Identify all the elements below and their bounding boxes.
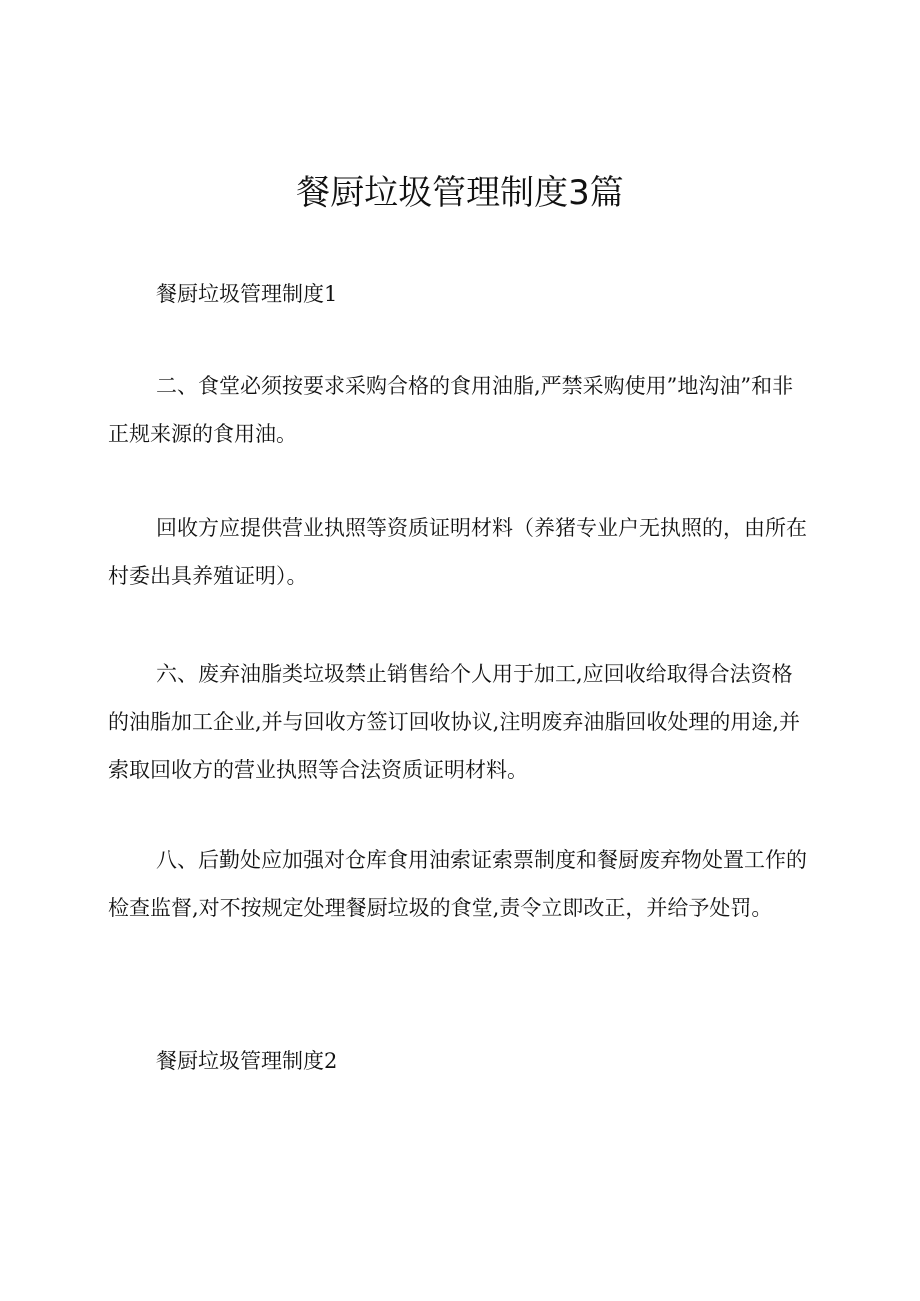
document-title: 餐厨垃圾管理制度3篇 xyxy=(296,173,624,213)
paragraph-item-2: 二、食堂必须按要求采购合格的食用油脂,严禁采购使用”地沟油”和非正规来源的食用油。 xyxy=(108,374,794,446)
paragraph-recycler-credentials: 回收方应提供营业执照等资质证明材料（养猪专业户无执照的，由所在村委出具养殖证明）。 xyxy=(108,516,807,588)
section-heading-1: 餐厨垃圾管理制度1 xyxy=(156,282,338,306)
section-heading-2: 餐厨垃圾管理制度2 xyxy=(156,1049,338,1073)
paragraph-item-8: 八、后勤处应加强对仓库食用油索证索票制度和餐厨废弃物处置工作的检查监督,对不按规定处理餐厨垃圾的食堂,责令立即改正，并给予处罚。 xyxy=(108,848,807,920)
paragraph-item-6: 六、废弃油脂类垃圾禁止销售给个人用于加工,应回收给取得合法资格的油脂加工企业,并与回收方签订回收协议,注明废弃油脂回收处理的用途,并索取回收方的营业执照等合法资质证明材料。 xyxy=(108,662,801,782)
